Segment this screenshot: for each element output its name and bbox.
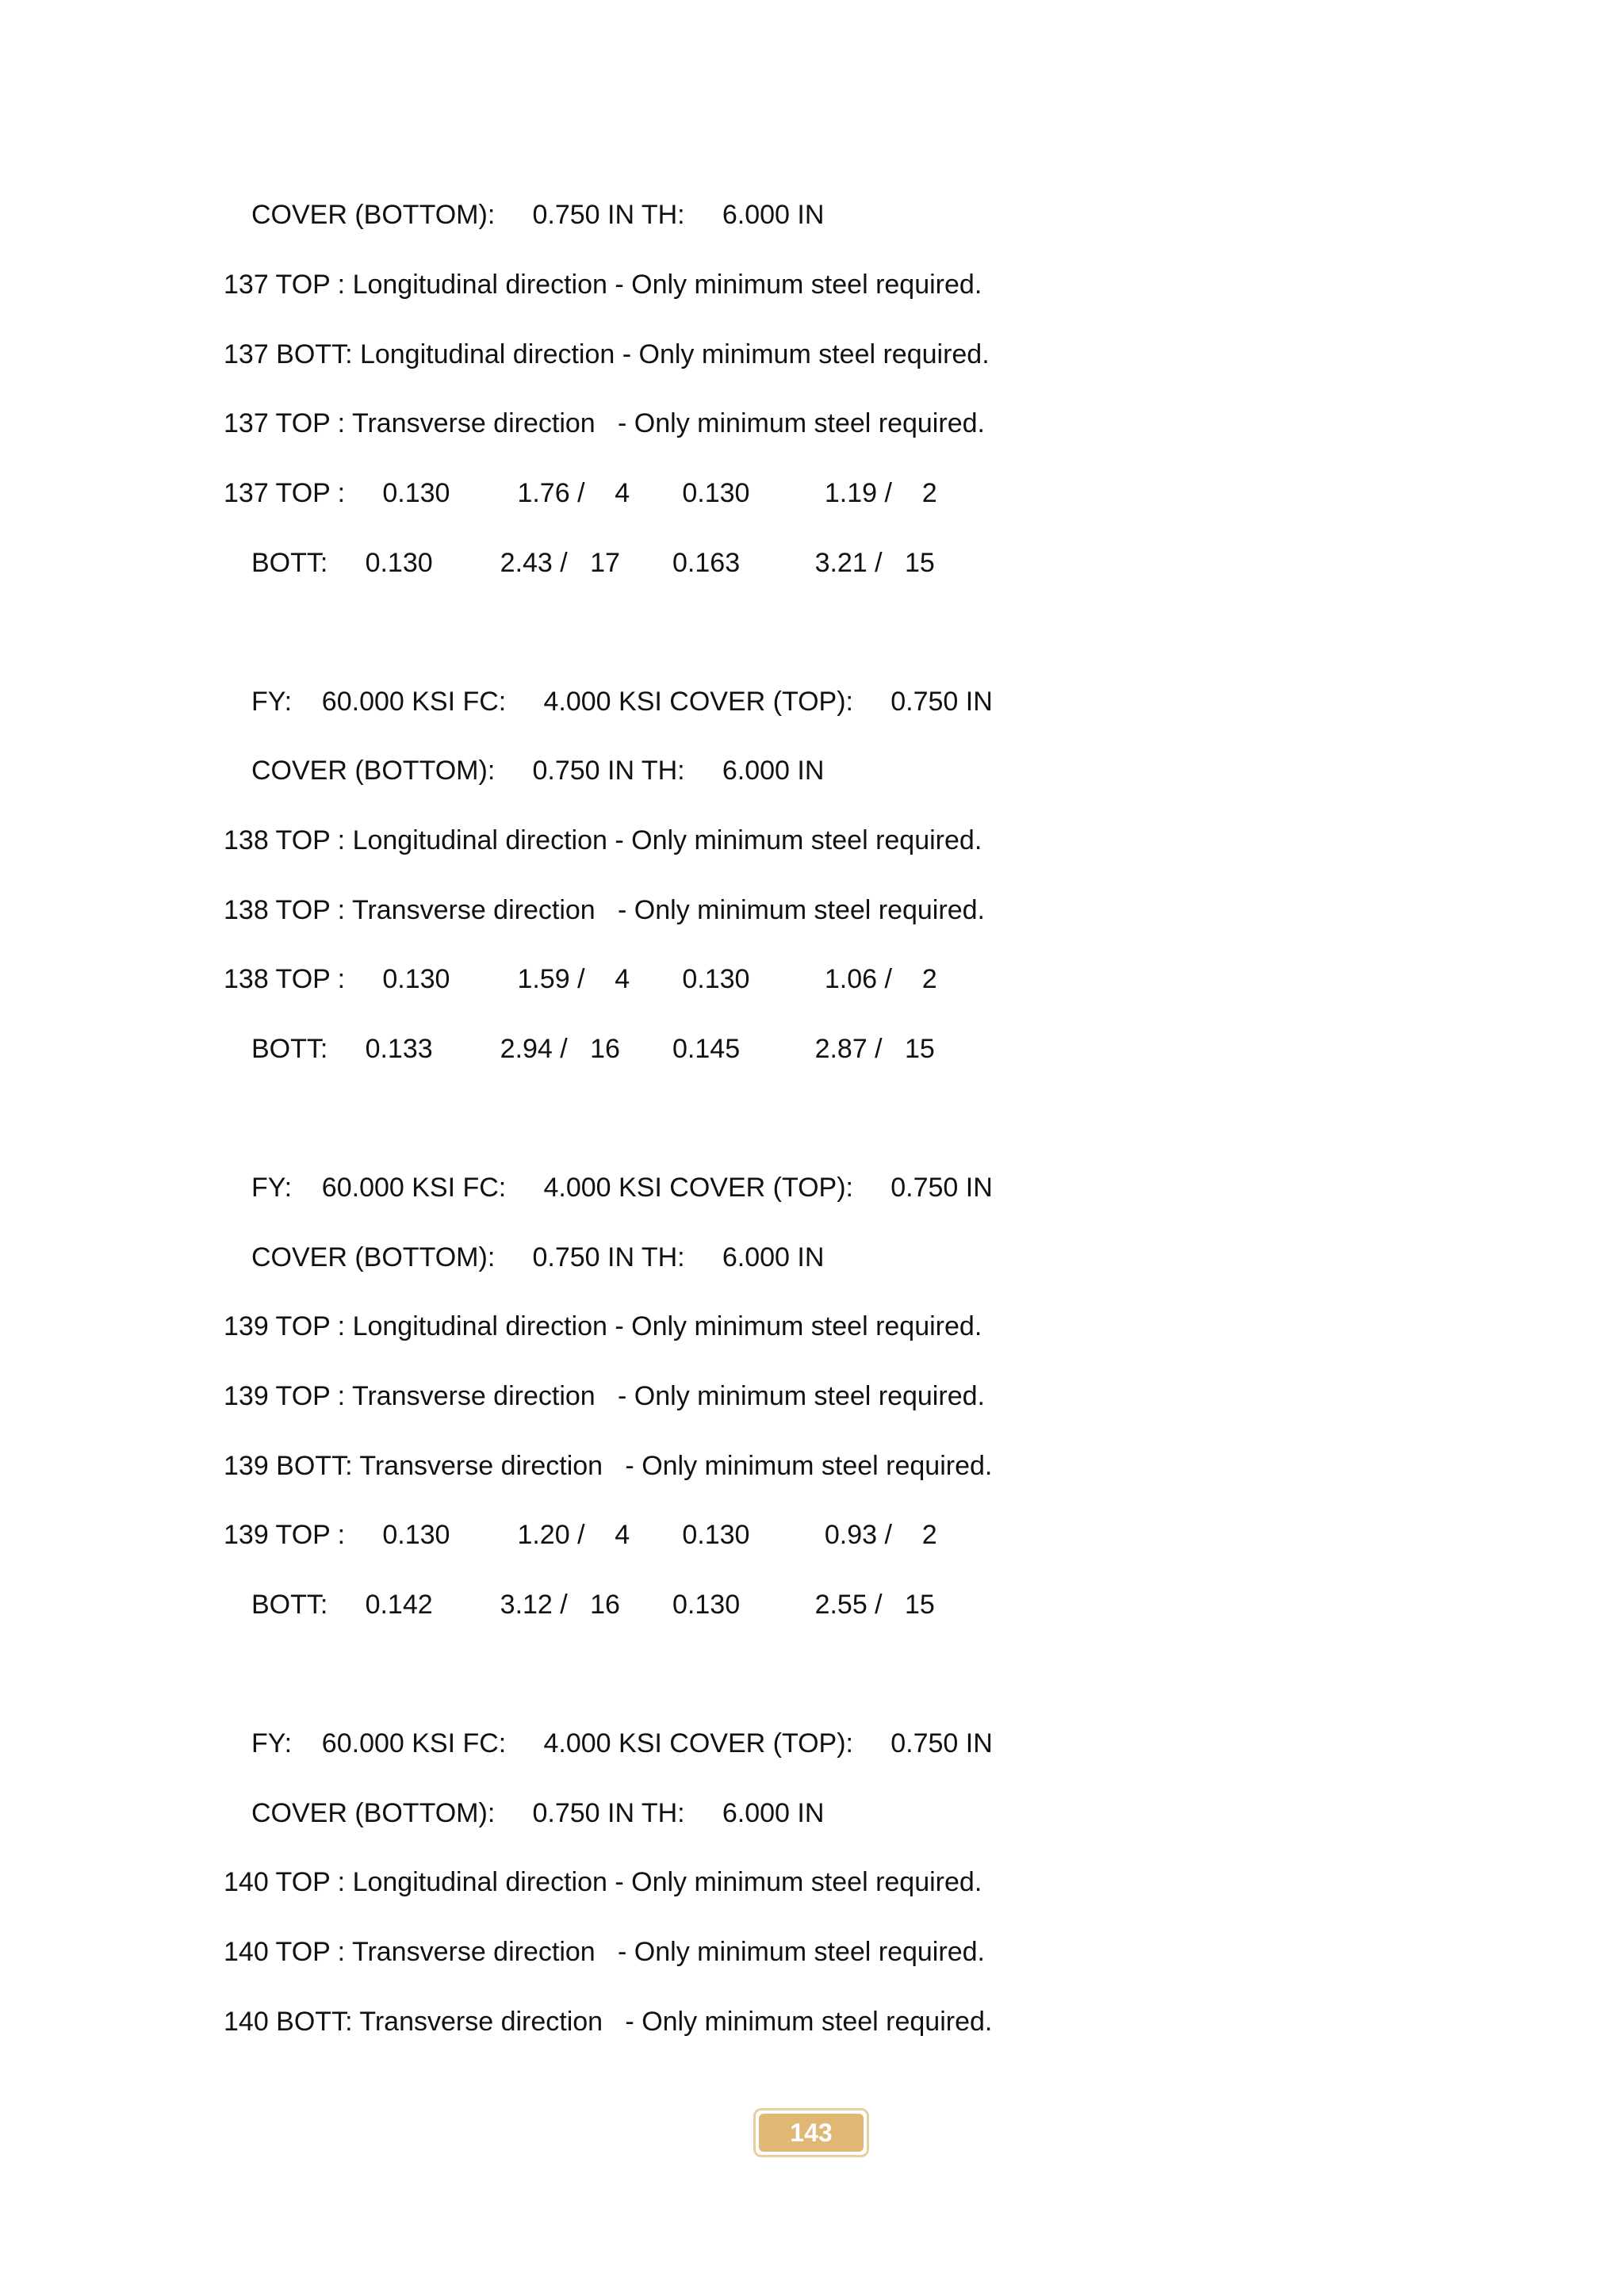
text-line: 140 TOP : Longitudinal direction - Only minimum steel required. [224,1867,982,1897]
text-line: BOTT: 0.142 3.12 / 16 0.130 2.55 / 15 [251,1590,935,1620]
text-line: 137 TOP : Transverse direction - Only minimum steel required. [224,408,985,438]
text-line: 139 TOP : 0.130 1.20 / 4 0.130 0.93 / 2 [224,1520,937,1550]
page-number-badge [753,2108,869,2157]
text-line: 138 TOP : Transverse direction - Only minimum steel required. [224,895,985,925]
text-line: BOTT: 0.133 2.94 / 16 0.145 2.87 / 15 [251,1034,935,1064]
text-line: 137 TOP : 0.130 1.76 / 4 0.130 1.19 / 2 [224,478,937,508]
text-line: 139 TOP : Transverse direction - Only minimum steel required. [224,1381,985,1411]
text-line: 140 TOP : Transverse direction - Only minimum steel required. [224,1937,985,1967]
text-line: COVER (BOTTOM): 0.750 IN TH: 6.000 IN [251,756,825,786]
text-line: COVER (BOTTOM): 0.750 IN TH: 6.000 IN [251,1798,825,1828]
text-line: 137 BOTT: Longitudinal direction - Only minimum steel required. [224,339,990,369]
text-line: 138 TOP : Longitudinal direction - Only minimum steel required. [224,825,982,855]
text-line: COVER (BOTTOM): 0.750 IN TH: 6.000 IN [251,1242,825,1272]
text-line: 140 BOTT: Transverse direction - Only minimum steel required. [224,2007,993,2037]
text-line: 138 TOP : 0.130 1.59 / 4 0.130 1.06 / 2 [224,964,937,994]
text-line: 139 BOTT: Transverse direction - Only minimum steel required. [224,1451,993,1481]
text-line: 137 TOP : Longitudinal direction - Only minimum steel required. [224,270,982,300]
text-line: COVER (BOTTOM): 0.750 IN TH: 6.000 IN [251,200,825,230]
text-line: FY: 60.000 KSI FC: 4.000 KSI COVER (TOP): 0.750 IN [251,687,993,717]
text-line: 139 TOP : Longitudinal direction - Only minimum steel required. [224,1311,982,1341]
text-line: FY: 60.000 KSI FC: 4.000 KSI COVER (TOP): 0.750 IN [251,1728,993,1758]
text-line: BOTT: 0.130 2.43 / 17 0.163 3.21 / 15 [251,548,935,578]
page-number: 143 [759,2114,864,2152]
text-line: FY: 60.000 KSI FC: 4.000 KSI COVER (TOP): 0.750 IN [251,1173,993,1203]
